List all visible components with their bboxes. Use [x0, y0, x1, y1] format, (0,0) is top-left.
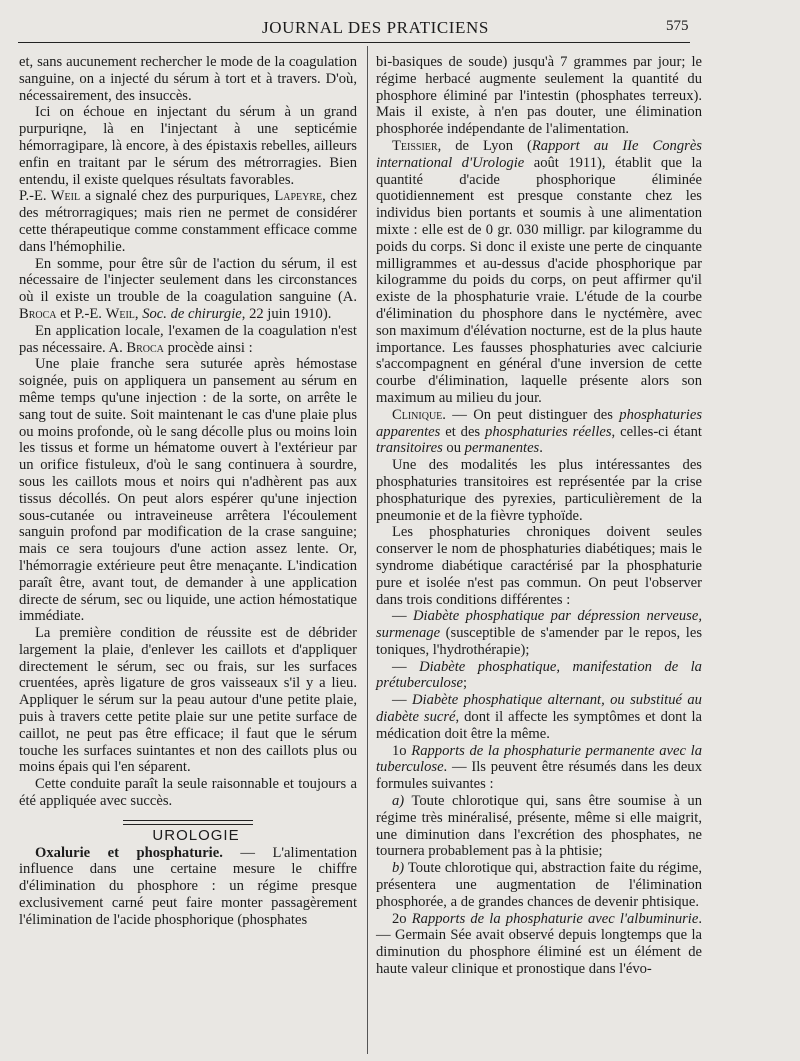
- text-run: et des: [440, 423, 486, 440]
- column-divider: [367, 46, 368, 1054]
- text-run: ;: [463, 675, 468, 692]
- text-run: Toute chlorotique qui, sans être soumise à un régime très minéralisé, présente, même si elle maigrit, une diminution dans l'excrétion des phosphates, ne tournera probablement pas à la phtisie;: [376, 793, 702, 860]
- italic-term: Rapports de la phosphaturie avec l'albuminurie: [411, 910, 699, 927]
- author-name: Broca: [126, 339, 164, 356]
- paragraph: bi-basiques de soude) jusqu'à 7 grammes par jour; le régime herbacé augmente seulement la quantité du phosphore éliminé par l'intestin (phosphates terreux). Mais il existe, à n'en pas douter, une élimination phosphorée indépendante de l'alimentation.: [376, 54, 702, 138]
- running-head: [0, 18, 800, 40]
- text-run: (susceptible de s'amender par le repos, les toniques, l'hydrothérapie);: [376, 625, 702, 658]
- author-name: Broca: [19, 305, 57, 322]
- text-run: procède ainsi :: [163, 339, 253, 356]
- italic-term: permanentes: [464, 440, 540, 457]
- text-run: —: [392, 658, 420, 675]
- journal-title: JOURNAL DES PRATICIENS: [262, 18, 489, 37]
- paragraph: [376, 793, 702, 860]
- page-number: 575: [666, 18, 689, 34]
- section-heading: UROLOGIE: [152, 826, 240, 844]
- text-run: a signalé chez des purpuriques,: [80, 188, 275, 205]
- paragraph: [376, 407, 702, 457]
- text-run: ou: [442, 440, 465, 457]
- author-name: Weil: [105, 305, 135, 322]
- paragraph: [19, 845, 357, 929]
- list-label: b): [392, 860, 405, 877]
- text-run: . — Germain Sée avait observé depuis longtemps que la diminution du phosphore éliminé est un élément de haute valeur clinique et pronostique dans l'évo-: [376, 910, 702, 978]
- author-name: Teissier: [392, 137, 438, 154]
- paragraph: Une des modalités les plus intéressantes des phosphaturies transitoires est représentée par la crise phosphaturique des pyrexies, particulièrement de la pneumonie et de la fièvre typhoïde.: [376, 457, 702, 524]
- paragraph: Les phosphaturies chroniques doivent seules conserver le nom de phosphaturies diabétiques; mais le syndrome diabétique caractérisé par la phosphaturie pure et isolée n'est pas commun. On peut l'observer dans trois conditions différentes :: [376, 524, 702, 608]
- italic-term: Diabète phosphatique, manifestation de la prétuberculose: [376, 658, 702, 692]
- paragraph: [376, 860, 702, 910]
- text-run: , chez des métrorragiques; mais rien ne permet de considérer cette thérapeutique comme constamment efficace comme dans l'hémophilie.: [19, 188, 357, 255]
- text-run: , dont il affecte les symptômes et dont la médication doit être la même.: [376, 709, 703, 742]
- italic-term: transitoires: [376, 440, 443, 457]
- paragraph: [376, 743, 702, 793]
- text-run: août 1911), établit que la quantité d'acide phosphorique éliminée quotidiennement est presque constante chez les individus bien portants et soumis à une alimentation mixte : elle est de 0 gr. 030 milligr. par kilogramme du poids du corps. Si donc il existe une perte de cinquante milligrammes et au-dessus d'acide phosphorique par kilogramme du poids du corps, on peut affirmer qu'il existe de la phosphaturie vraie. L'étude de la courbe d'élimination du phosphore dans le nyctémère, avec son maximum d'élévation nocturne, est de la plus haute importance. Les fausses phosphaturies avec calciurie s'accompagnent en général d'une inversion de cette courbe d'élimination, laquelle présente alors son maximum au milieu du jour.: [376, 154, 702, 406]
- text-run: 1o: [392, 742, 412, 759]
- paragraph: [19, 256, 357, 323]
- italic-term: Rapports de la phosphaturie permanente avec la tuberculose: [376, 742, 702, 776]
- text-run: , 22 juin 1910).: [241, 305, 332, 322]
- citation: Rapport au IIe Congrès international d'Urologie: [376, 137, 702, 171]
- italic-term: Diabète phosphatique par dépression nerveuse, surmenage: [376, 608, 702, 642]
- right-column: [376, 54, 702, 978]
- paragraph: [376, 692, 702, 742]
- left-column: [19, 54, 357, 929]
- paragraph: [376, 138, 702, 407]
- paragraph: [376, 608, 702, 658]
- text-run: , de Lyon (: [437, 137, 532, 154]
- text-run: —: [392, 692, 412, 709]
- author-name: P.-E. Weil: [19, 188, 81, 205]
- paragraph: Une plaie franche sera suturée après hémostase soignée, puis on appliquera un pansement au sérum en même temps qu'une injection : de la sorte, on arrête le sang tout de suite. Soit maintenant le cas d'une plaie plus ou moins profonde, où le sang décolle plus ou moins loin les tissus et forme un hématome ouvert à l'extérieur par un orifice fistuleux, d'où le sang continuera à sourdre, sous les caillots mous et noirs qui n'adhèrent pas aux tissus décollés. On peut alors espérer qu'une injection sous-cutanée ou intraveineuse arrêtera l'écoulement sanguin profond par modification de la crase sanguine; mais ce sera toujours d'une action assez lente. Or, l'hémorragie extérieure peut être menaçante. L'indication paraît être, avant tout, de demander à une application directe de sérum, sec ou liquide, une action hémostatique immédiate.: [19, 356, 357, 625]
- header-rule: [18, 42, 690, 43]
- paragraph: [376, 911, 702, 978]
- text-run: En somme, pour être sûr de l'action du sérum, il est nécessaire de l'injecter seulement dans les circonstances où il existe un trouble de la coagulation sanguine (A.: [19, 255, 357, 306]
- italic-term: phosphaturies apparentes: [376, 406, 702, 440]
- text-run: 2o: [392, 910, 412, 927]
- text-run: Toute chlorotique qui, abstraction faite du régime, présentera une augmentation de l'élimination phosphorée, a de grandes chances de devenir phtisique.: [376, 860, 702, 910]
- subhead-label: Clinique.: [392, 406, 446, 423]
- italic-term: Diabète phosphatique alternant, ou substitué au diabète sucré: [376, 692, 702, 726]
- paragraph: et, sans aucunement rechercher le mode de la coagulation sanguine, on a injecté du sérum à tort et à travers. D'où, nécessairement, des insuccès.: [19, 54, 357, 104]
- text-run: En application locale, l'examen de la coagulation n'est pas nécessaire. A.: [19, 322, 357, 356]
- paragraph: Ici on échoue en injectant du sérum à un grand purpuriqne, là en l'injectant à une septicémie hémorragipare, là encore, à des épistaxis rebelles, ailleurs enfin en traitant par le sérum des métrorragies. Bien entendu, il existe quelques résultats favorables.: [19, 104, 357, 188]
- text-run: —: [392, 608, 414, 625]
- text-run: — L'alimentation influence dans une certaine mesure le chiffre d'élimination du phosphore : un régime presque exclusivement carné peut faire monter passagèrement l'élimination de l'acide phosphorique (phosphates: [19, 844, 357, 928]
- section-rule: [123, 820, 253, 825]
- text-run: ,: [134, 305, 143, 322]
- text-run: . — Ils peuvent être résumés dans les deux formules suivantes :: [376, 759, 702, 793]
- paragraph: [19, 188, 357, 255]
- paragraph: [19, 323, 357, 357]
- paragraph: [376, 659, 702, 693]
- citation: Soc. de chirurgie: [142, 305, 242, 322]
- text-run: — On peut distinguer des: [445, 406, 620, 423]
- article-lead: Oxalurie et phosphaturie.: [35, 844, 223, 861]
- list-label: a): [392, 793, 405, 810]
- author-name: Lapeyre: [274, 188, 323, 205]
- italic-term: phosphaturies réelles: [485, 423, 612, 440]
- paragraph: La première condition de réussite est de débrider largement la plaie, d'enlever les caillots et d'appliquer directement le sérum, sec ou frais, sur les surfaces cruentées, après ligature de gros vaisseaux s'il y a lieu. Appliquer le sérum sur la peau autour d'une petite plaie, puis à travers cette petite plaie sur une petite surface de caillot, ne peut pas être efficace; il faut que le sérum touche les surfaces suintantes et non des caillots plus ou moins épais qui l'en séparent.: [19, 625, 357, 776]
- text-run: , celles-ci étant: [611, 423, 702, 440]
- paragraph: Cette conduite paraît la seule raisonnable et toujours a été appliquée avec succès.: [19, 776, 357, 810]
- text-run: .: [539, 440, 543, 457]
- text-run: et P.-E.: [56, 305, 106, 322]
